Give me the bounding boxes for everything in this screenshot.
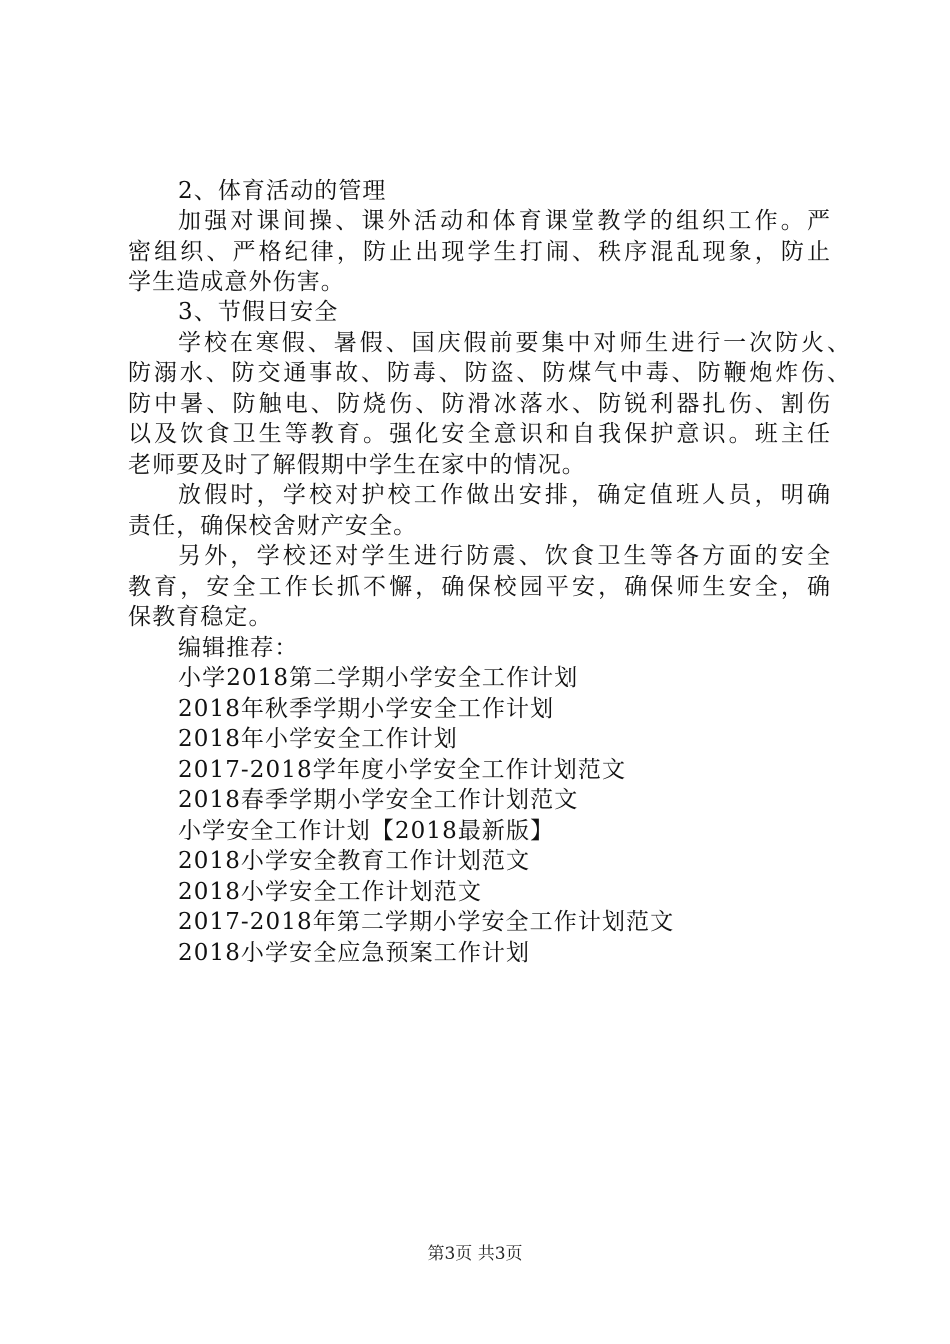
recommend-label: 编辑推荐： bbox=[178, 635, 299, 661]
holiday-paragraph-line-3: 防中暑、防触电、防烧伤、防滑冰落水、防锐利器扎伤、割伤 bbox=[128, 391, 830, 417]
holiday-paragraph-line-4: 以及饮食卫生等教育。强化安全意识和自我保护意识。班主任 bbox=[128, 421, 830, 447]
page-number-footer: 第3页 共3页 bbox=[427, 1244, 523, 1264]
other-paragraph-line-2: 教育，安全工作长抓不懈，确保校园平安，确保师生安全，确 bbox=[128, 574, 830, 600]
vacation-paragraph-line-2: 责任，确保校舍财产安全。 bbox=[128, 513, 418, 539]
recommendation-link[interactable]: 2017-2018学年度小学安全工作计划范文 bbox=[178, 757, 627, 783]
recommendation-link[interactable]: 2018春季学期小学安全工作计划范文 bbox=[178, 787, 579, 813]
holiday-paragraph-line-1: 学校在寒假、暑假、国庆假前要集中对师生进行一次防火、 bbox=[178, 330, 850, 356]
recommendation-link[interactable]: 2018年小学安全工作计划 bbox=[178, 726, 458, 752]
holiday-paragraph-line-5: 老师要及时了解假期中学生在家中的情况。 bbox=[128, 452, 586, 478]
recommendation-link[interactable]: 小学2018第二学期小学安全工作计划 bbox=[178, 665, 579, 691]
section-heading-sports: 2、体育活动的管理 bbox=[178, 178, 387, 204]
other-paragraph-line-3: 保教育稳定。 bbox=[128, 604, 273, 630]
recommendation-link[interactable]: 2018小学安全教育工作计划范文 bbox=[178, 848, 531, 874]
recommendation-link[interactable]: 小学安全工作计划【2018最新版】 bbox=[178, 818, 555, 844]
sports-paragraph-line-2: 密组织、严格纪律，防止出现学生打闹、秩序混乱现象，防止 bbox=[128, 239, 830, 265]
section-heading-holiday: 3、节假日安全 bbox=[178, 299, 339, 325]
sports-paragraph-line-1: 加强对课间操、课外活动和体育课堂教学的组织工作。严 bbox=[178, 208, 830, 234]
sports-paragraph-line-3: 学生造成意外伤害。 bbox=[128, 269, 345, 295]
recommendation-link[interactable]: 2017-2018年第二学期小学安全工作计划范文 bbox=[178, 909, 675, 935]
other-paragraph-line-1: 另外，学校还对学生进行防震、饮食卫生等各方面的安全 bbox=[178, 543, 830, 569]
vacation-paragraph-line-1: 放假时，学校对护校工作做出安排，确定值班人员，明确 bbox=[178, 482, 830, 508]
recommendation-link[interactable]: 2018小学安全应急预案工作计划 bbox=[178, 940, 531, 966]
recommendation-link[interactable]: 2018小学安全工作计划范文 bbox=[178, 879, 482, 905]
recommendation-link[interactable]: 2018年秋季学期小学安全工作计划 bbox=[178, 696, 555, 722]
holiday-paragraph-line-2: 防溺水、防交通事故、防毒、防盗、防煤气中毒、防鞭炮炸伤、 bbox=[128, 360, 850, 386]
